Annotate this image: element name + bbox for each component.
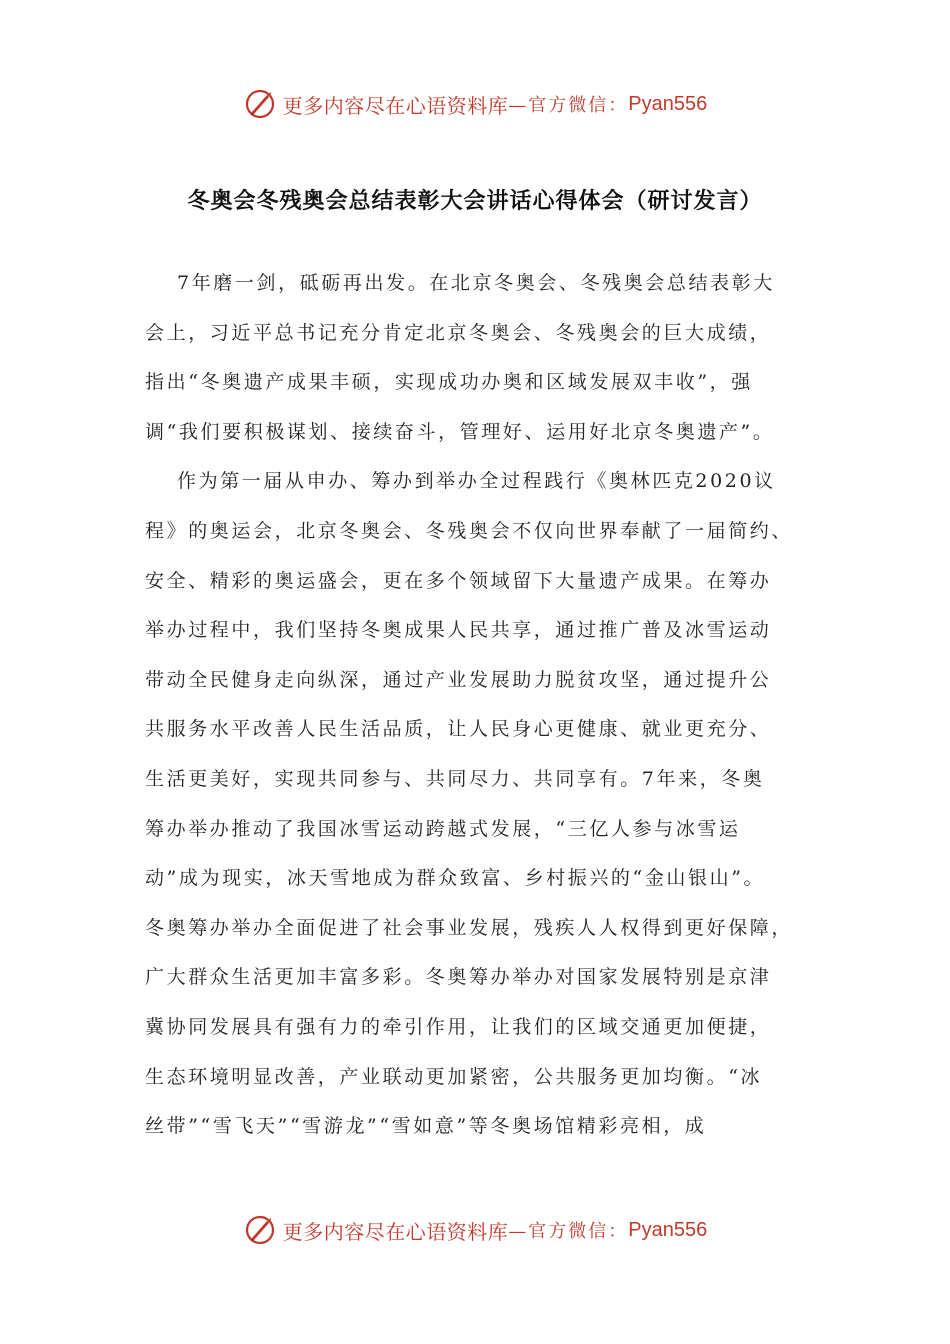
banner-wechat-id: Pyan556: [628, 1218, 708, 1241]
body-line: 带动全民健身走向纵深，通过产业发展助力脱贫攻坚，通过提升公: [145, 668, 772, 691]
body-line: 指出“冬奥遗产成果丰硕，实现成功办奥和区域发展双丰收”，强: [145, 371, 753, 394]
body-line: 会上，习近平总书记充分肯定北京冬奥会、冬残奥会的巨大成绩，: [145, 321, 772, 344]
body-line: 调“我们要积极谋划、接续奋斗，管理好、运用好北京冬奥遗产”。: [145, 420, 775, 443]
body-line: 动”成为现实，冰天雪地成为群众致富、乡村振兴的“金山银山”。: [145, 867, 766, 890]
document-title: 冬奥会冬残奥会总结表彰大会讲话心得体会（研讨发言）: [187, 188, 763, 214]
banner-sub-text: —官方微信：: [508, 95, 629, 116]
body-line: 7年磨一剑，砥砺再出发。在北京冬奥会、冬残奥会总结表彰大: [177, 272, 775, 294]
body-line: 丝带”“雪飞天”“雪游龙”“雪如意”等冬奥场馆精彩亮相，成: [145, 1115, 707, 1138]
body-line: 举办过程中，我们坚持冬奥成果人民共享，通过推广普及冰雪运动: [145, 619, 772, 642]
body-line: 冀协同发展具有强有力的牵引作用，让我们的区域交通更加便捷，: [145, 1015, 772, 1038]
banner-main-text: 更多内容尽在心语资料库: [282, 1219, 509, 1244]
quill-pen-logo-icon: [243, 87, 277, 121]
quill-pen-logo-icon: [243, 1213, 277, 1247]
banner-main-text: 更多内容尽在心语资料库: [282, 93, 509, 118]
body-line: 共服务水平改善人民生活品质，让人民身心更健康、就业更充分、: [145, 718, 772, 741]
banner-wechat-id: Pyan556: [628, 92, 708, 115]
body-line: 安全、精彩的奥运盛会，更在多个领域留下大量遗产成果。在筹办: [145, 569, 772, 592]
banner-sub-text: —官方微信：: [508, 1221, 629, 1242]
body-line: 广大群众生活更加丰富多彩。冬奥筹办举办对国家发展特别是京津: [145, 966, 772, 989]
body-line: 程》的奥运会，北京冬奥会、冬残奥会不仅向世界奉献了一届简约、: [145, 519, 794, 542]
body-line: 生活更美好，实现共同参与、共同尽力、共同享有。7年来，冬奥: [145, 767, 765, 790]
body-line: 作为第一届从申办、筹办到举办全过程践行《奥林匹克2020议: [177, 470, 776, 493]
document-body: [145, 259, 805, 1152]
header-watermark-banner: [0, 84, 950, 124]
body-line: 冬奥筹办举办全面促进了社会事业发展，残疾人人权得到更好保障，: [145, 916, 794, 939]
footer-watermark-banner: [0, 1210, 950, 1250]
body-line: 筹办举办推动了我国冰雪运动跨越式发展，“三亿人参与冰雪运: [145, 817, 741, 840]
body-line: 生态环境明显改善，产业联动更加紧密，公共服务更加均衡。“冰: [145, 1065, 763, 1088]
